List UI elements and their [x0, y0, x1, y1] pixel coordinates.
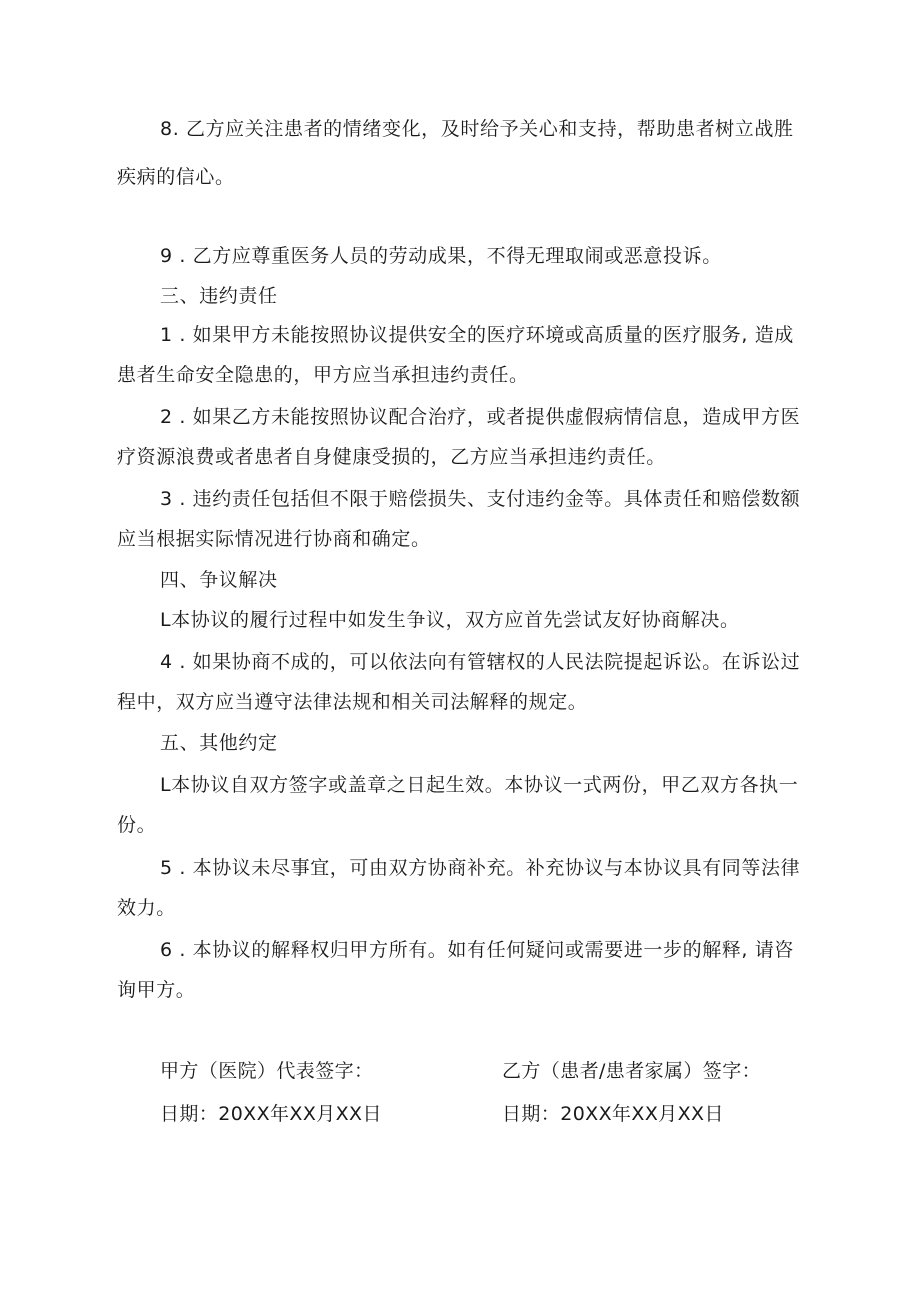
section-5-heading: 五、其他约定	[160, 732, 278, 754]
s5-item2-line1: 5 . 本协议未尽事宜，可由双方协商补充。补充协议与本协议具有同等法律	[160, 857, 801, 879]
section-4-heading: 四、争议解决	[160, 569, 278, 591]
s4-item2-line1: 4 . 如果协商不成的，可以依法向有管辖权的人民法院提起诉讼。在诉讼过	[160, 651, 801, 673]
s4-item2-line2: 程中，双方应当遵守法律法规和相关司法解释的规定。	[117, 691, 588, 713]
s3-item1-line2: 患者生命安全隐患的，甲方应当承担违约责任。	[117, 364, 529, 386]
clause-8-line1: 8. 乙方应关注患者的情绪变化，及时给予关心和支持，帮助患者树立战胜	[160, 118, 794, 140]
s3-item2-line1: 2 . 如果乙方未能按照协议配合治疗，或者提供虚假病情信息，造成甲方医	[160, 406, 801, 428]
s5-item3-line2: 询甲方。	[117, 979, 196, 1001]
s5-item3-line1: 6 . 本协议的解释权归甲方所有。如有任何疑问或需要进一步的解释, 请咨	[160, 939, 794, 961]
s3-item1-line1: 1 . 如果甲方未能按照协议提供安全的医疗环境或高质量的医疗服务, 造成	[160, 324, 794, 346]
party-a-date: 日期：20XX年XX月XX日	[160, 1103, 382, 1125]
s3-item3-line1: 3 . 违约责任包括但不限于赔偿损失、支付违约金等。具体责任和赔偿数额	[160, 488, 801, 510]
s5-item2-line2: 效力。	[117, 897, 176, 919]
clause-9: 9 . 乙方应尊重医务人员的劳动成果，不得无理取闹或恶意投诉。	[160, 245, 722, 267]
party-b-signature-label: 乙方（患者/患者家属）签字：	[502, 1060, 762, 1082]
s3-item2-line2: 疗资源浪费或者患者自身健康受损的，乙方应当承担违约责任。	[117, 446, 666, 468]
party-b-date: 日期：20XX年XX月XX日	[502, 1103, 724, 1125]
clause-8-line2: 疾病的信心。	[117, 166, 235, 188]
party-a-signature-label: 甲方（医院）代表签字：	[160, 1060, 374, 1082]
section-3-heading: 三、违约责任	[160, 285, 278, 307]
s5-item1-line2: 份。	[117, 814, 157, 836]
s5-item1-line1: L本协议自双方签字或盖章之日起生效。本协议一式两份，甲乙双方各执一	[160, 774, 799, 796]
s4-item1: L本协议的履行过程中如发生争议，双方应首先尝试友好协商解决。	[160, 609, 740, 631]
s3-item3-line2: 应当根据实际情况进行协商和确定。	[117, 528, 431, 550]
